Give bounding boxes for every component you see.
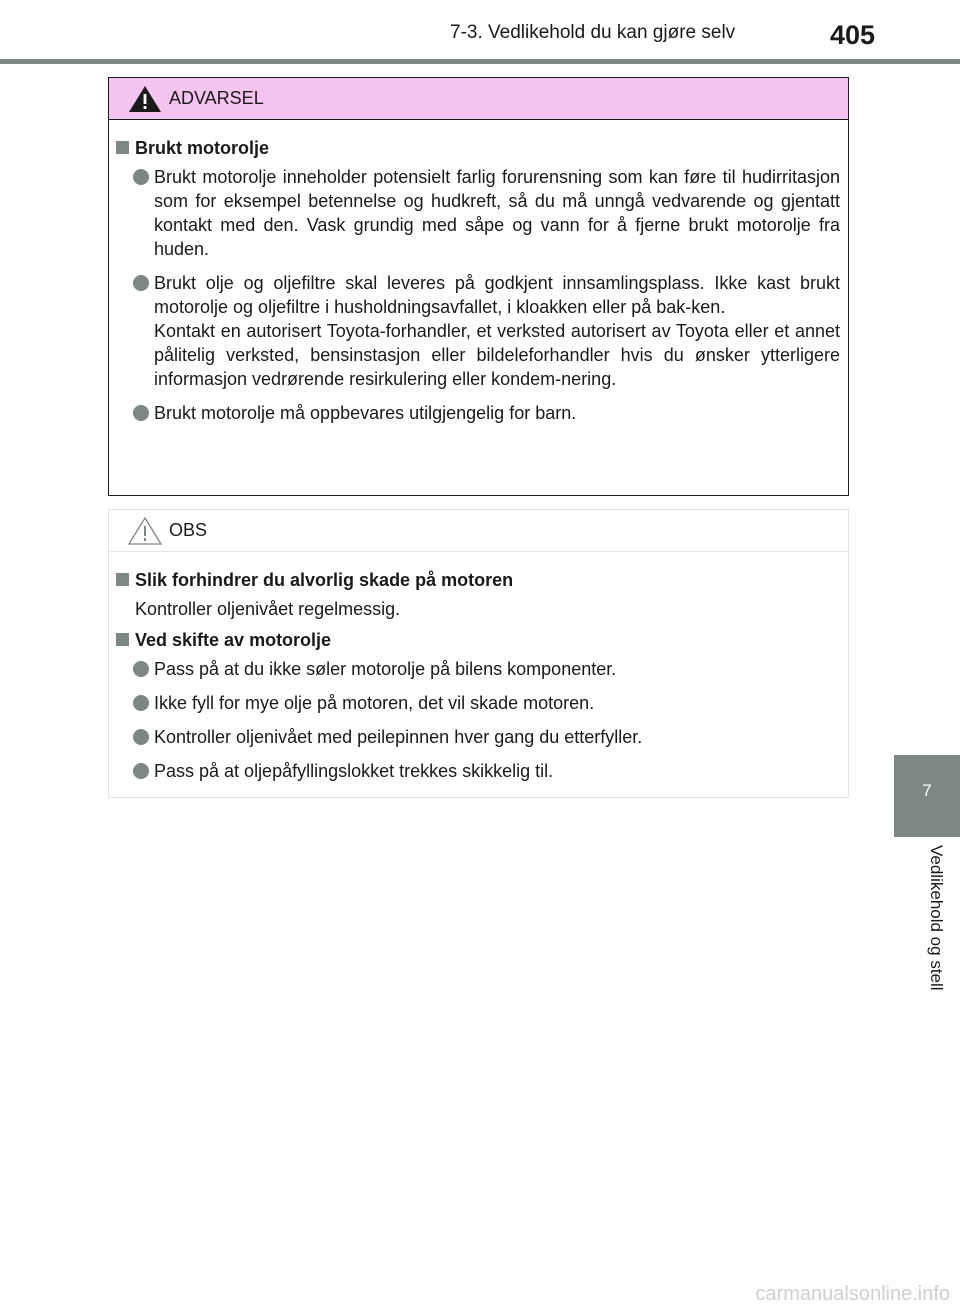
warning-triangle-icon	[127, 84, 163, 114]
warning-header	[109, 78, 848, 120]
list-item: Brukt olje og oljefiltre skal leveres på godkjent innsamlingsplass. Ikke kast brukt motorolje og oljefiltre i husholdningsavfallet, i kloakken eller på bak-ken. Kontakt en autorisert Toyota-forhandler, et verksted autorisert av Toyota eller et annet pålitelig verksted, bensinstasjon eller bildeleforhandler hvis du ønsker ytterligere informasjon vedrørende resirkulering eller kondem-nering.	[109, 271, 840, 391]
warning-content	[109, 120, 848, 425]
running-header: 7-3. Vedlikehold du kan gjøre selv	[450, 22, 736, 43]
list-item: Brukt motorolje inneholder potensielt farlig forurensning som kan føre til hudirritasjon som for eksempel betennelse og hudkreft, så du må unngå vedvarende og gjentatt kontakt med den. Vask grundig med såpe og vann for å fjerne brukt motorolje fra huden.	[109, 165, 840, 261]
list-item-continuation: Kontakt en autorisert Toyota-forhandler, et verksted autorisert av Toyota eller et annet pålitelig verksted, bensinstasjon eller bildeleforhandler hvis du ønsker ytterligere informasjon vedrørende resirkulering eller kondem-nering.	[154, 321, 840, 389]
list-item: Brukt motorolje må oppbevares utilgjengelig for barn.	[109, 401, 840, 425]
chapter-number: 7	[922, 781, 932, 800]
notice-content	[109, 552, 848, 783]
section-title: Ved skifte av motorolje	[109, 628, 840, 652]
list-item: Pass på at du ikke søler motorolje på bilens komponenter.	[109, 657, 840, 681]
list-item: Pass på at oljepåfyllingslokket trekkes skikkelig til.	[109, 759, 840, 783]
warning-label: ADVARSEL	[169, 88, 264, 108]
bullet-dot-icon	[133, 763, 149, 779]
section-square-icon	[116, 573, 129, 586]
notice-header	[109, 510, 848, 552]
notice-box	[108, 509, 849, 798]
bullet-dot-icon	[133, 695, 149, 711]
chapter-title: Vedlikehold og stell	[927, 845, 946, 991]
watermark: carmanualsonline.info	[755, 1283, 950, 1305]
bullet-dot-icon	[133, 275, 149, 291]
warning-box	[108, 77, 849, 496]
chapter-tab	[894, 755, 960, 837]
section-text: Kontroller oljenivået regelmessig.	[135, 599, 401, 619]
section-square-icon	[116, 141, 129, 154]
bullet-dot-icon	[133, 729, 149, 745]
bullet-dot-icon	[133, 169, 149, 185]
list-item: Kontroller oljenivået med peilepinnen hver gang du etterfyller.	[109, 725, 840, 749]
section-title: Slik forhindrer du alvorlig skade på motoren	[109, 568, 840, 592]
bullet-dot-icon	[133, 661, 149, 677]
list-item: Ikke fyll for mye olje på motoren, det vil skade motoren.	[109, 691, 840, 715]
notice-label: OBS	[169, 520, 208, 540]
caution-triangle-icon	[127, 516, 163, 546]
header-rule	[0, 59, 960, 64]
section-square-icon	[116, 633, 129, 646]
section-title: Brukt motorolje	[109, 136, 840, 160]
bullet-dot-icon	[133, 405, 149, 421]
page-number: 405	[830, 20, 876, 50]
